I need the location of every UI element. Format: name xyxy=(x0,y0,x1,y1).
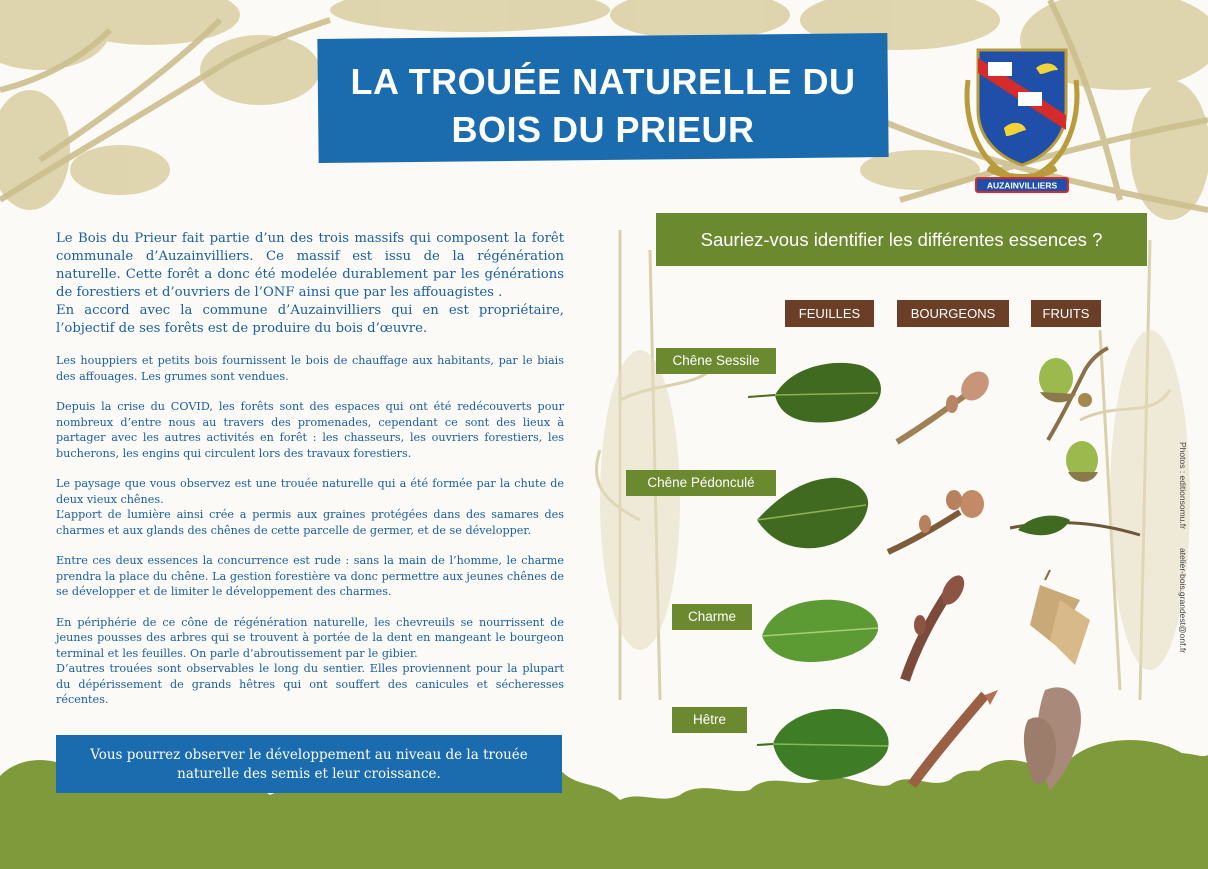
hetre-bud-image xyxy=(912,690,998,785)
body-sentence: D’autres trouées sont observables le long du sentier. Elles proviennent pour la plupart du dépérissement de grands hêtres qui ont souffert des canicules et sécheresses récentes. xyxy=(56,662,564,706)
charme-fruit-image xyxy=(1030,570,1090,665)
species-label-chene-sessile: Chêne Sessile xyxy=(656,348,776,374)
bottom-message: Vous pourrez observer le développement au niveau de la trouée naturelle des semis et leur croissance. xyxy=(90,747,528,782)
chene-sessile-bud-image xyxy=(897,366,994,442)
chene-sessile-fruit-image xyxy=(1039,348,1108,440)
body-sentence: Les houppiers et petits bois fournissent le bois de chauffage aux habitants, par le biais des affouages. Les grumes sont vendues. xyxy=(56,354,564,383)
hetre-leaf-image xyxy=(757,709,889,780)
body-sentence: Entre ces deux essences la concurrence est rude : sans la main de l’homme, le charme prendra la place du chêne. La gestion forestière va donc permettre aux jeunes chênes de se développer et de limiter le développement des charmes. xyxy=(56,554,564,598)
charme-bud-image xyxy=(905,572,969,680)
column-header-fruits: FRUITS xyxy=(1031,300,1101,327)
intro-paragraph: En accord avec la commune d’Auzainvilliers qui en est propriétaire, l’objectif de ses forêts est de produire du bois d’œuvre. xyxy=(56,303,564,336)
species-label-chene-pedoncule: Chêne Pédonculé xyxy=(626,470,776,496)
author-credit: atelier-bois.grandest@onf.fr xyxy=(1178,548,1188,654)
body-sentence: Le paysage que vous observez est une trouée naturelle qui a été formée par la chute de deux vieux chênes. xyxy=(56,477,564,506)
photo-credit: Photos : editionsomu.fr xyxy=(1178,442,1188,529)
title-line-2: BOIS DU PRIEUR xyxy=(451,109,755,150)
body-sentence: En périphérie de ce cône de régénération naturelle, les chevreuils se nourrissent de jeunes pousses des arbres qui se trouvent à portée de la dent en mangeant le bourgeon terminal et les feuilles. On parle d’abroutissement par le gibier. xyxy=(56,615,564,660)
question-text: Sauriez-vous identifier les différentes essences ? xyxy=(700,229,1103,250)
column-header-leaves: FEUILLES xyxy=(785,300,874,327)
body-sentence: L’apport de lumière ainsi crée a permis aux graines protégées dans des samares des charmes et aux glands des chênes de cette parcelle de germer, et de se développer. xyxy=(56,508,564,537)
species-label-hetre: Hêtre xyxy=(672,707,747,733)
species-label-charme: Charme xyxy=(672,604,752,630)
chene-sessile-leaf-image xyxy=(748,363,881,423)
chene-pedoncule-leaf-image xyxy=(757,478,868,548)
charme-leaf-image xyxy=(762,600,878,662)
title-line-1: LA TROUÉE NATURELLE DU xyxy=(350,61,856,102)
chene-pedoncule-bud-image xyxy=(888,490,984,552)
hetre-fruit-image xyxy=(1024,687,1081,790)
intro-paragraph: Le Bois du Prieur fait partie d’un des trois massifs qui composent la forêt communale d’Auzainvilliers. Ce massif est issu de la régénération naturelle. Cette forêt a donc été modelée durablement par les générations de forestiers et d’ouvriers de l’ONF ainsi que par les affouagistes . xyxy=(56,231,564,300)
chene-pedoncule-fruit-image xyxy=(1010,441,1140,535)
body-sentence: Depuis la crise du COVID, les forêts sont des espaces qui ont été redécouverts pour nombreux d’entre nous au travers des promenades, cependant ce sont des lieux à partager avec les autres activités en forêt : les chasseurs, les ouvriers forestiers, les bucherons, les engins qui circulent lors des travaux forestiers. xyxy=(56,400,564,460)
coat-ribbon-text: AUZAINVILLIERS xyxy=(986,180,1058,191)
column-header-buds: BOURGEONS xyxy=(897,300,1009,327)
